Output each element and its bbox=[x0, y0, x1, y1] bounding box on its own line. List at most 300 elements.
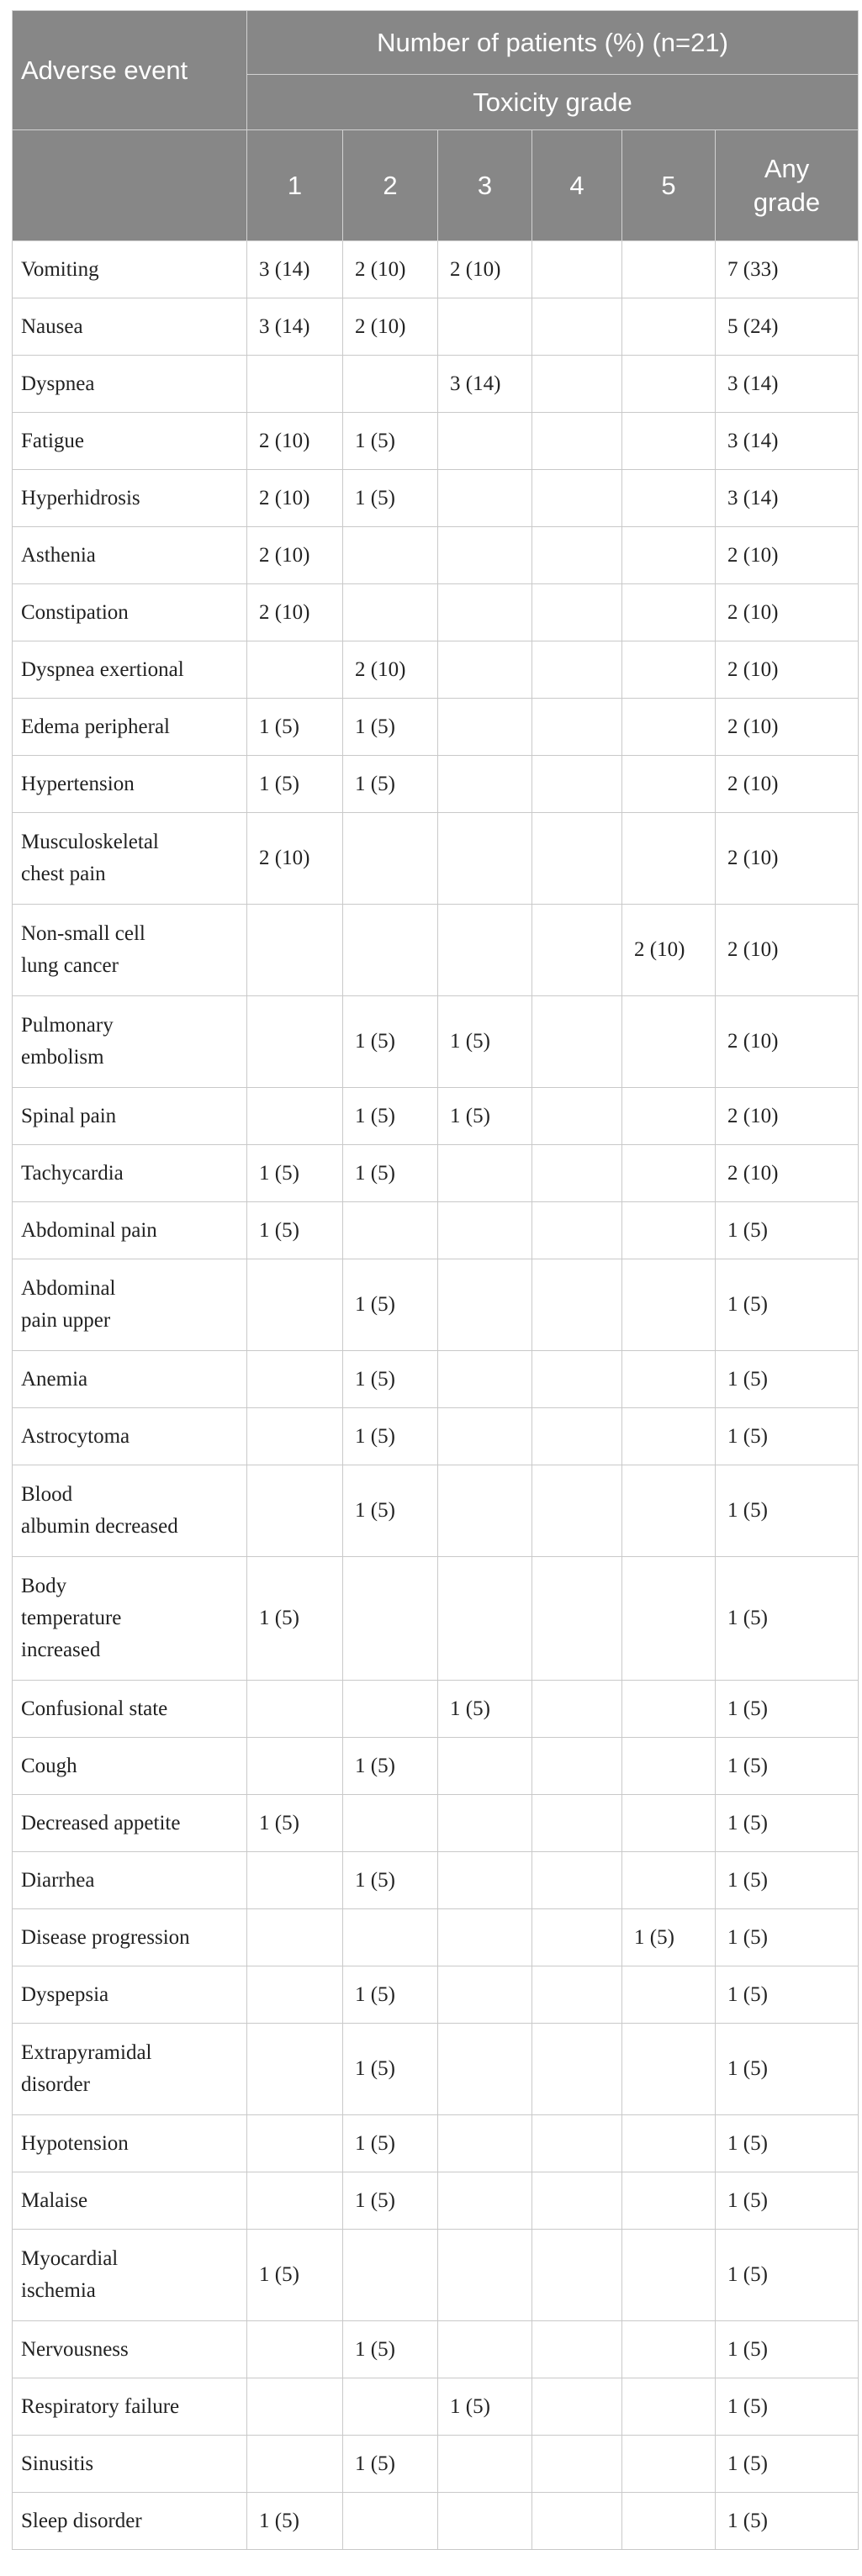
grade-1-cell: 2 (10) bbox=[247, 527, 343, 584]
grade-5-cell bbox=[622, 1351, 716, 1408]
grade-1-header: 1 bbox=[247, 130, 343, 241]
grade-2-cell bbox=[343, 1795, 438, 1852]
adverse-event-name bbox=[13, 1852, 247, 1909]
table-row bbox=[13, 1681, 859, 1738]
grade-4-cell bbox=[532, 2115, 622, 2172]
grade-5-cell bbox=[622, 1681, 716, 1738]
grade-4-cell bbox=[532, 1738, 622, 1795]
table-row bbox=[13, 584, 859, 641]
grade-4-cell bbox=[532, 905, 622, 996]
grade-2-cell: 1 (5) bbox=[343, 1408, 438, 1465]
adverse-event-name-line: Dyspnea exertional bbox=[21, 657, 184, 681]
table-row bbox=[13, 356, 859, 413]
grade-3-cell bbox=[438, 1351, 532, 1408]
grade-1-cell bbox=[247, 1738, 343, 1795]
grade-5-cell bbox=[622, 241, 716, 298]
grade-2-cell: 1 (5) bbox=[343, 2321, 438, 2378]
grade-4-cell bbox=[532, 527, 622, 584]
grade-1-cell bbox=[247, 1088, 343, 1145]
grade-2-cell: 1 (5) bbox=[343, 1351, 438, 1408]
grade-3-cell bbox=[438, 756, 532, 813]
adverse-event-name-line: Sinusitis bbox=[21, 2452, 94, 2475]
grade-4-cell bbox=[532, 996, 622, 1088]
grade-1-cell: 3 (14) bbox=[247, 241, 343, 298]
grade-3-cell bbox=[438, 527, 532, 584]
grade-5-cell bbox=[622, 1088, 716, 1145]
grade-4-cell bbox=[532, 1408, 622, 1465]
grade-5-cell bbox=[622, 2321, 716, 2378]
grade-3-cell bbox=[438, 1795, 532, 1852]
grade-3-cell bbox=[438, 2115, 532, 2172]
adverse-event-header: Adverse event bbox=[13, 11, 247, 130]
header-row-1 bbox=[13, 11, 859, 75]
grade-1-cell bbox=[247, 2436, 343, 2493]
grade-3-cell bbox=[438, 1202, 532, 1259]
grade-4-cell bbox=[532, 2436, 622, 2493]
grade-2-cell bbox=[343, 905, 438, 996]
grade-5-cell bbox=[622, 699, 716, 756]
any-grade-cell: 1 (5) bbox=[716, 1966, 859, 2024]
adverse-event-name-line: Anemia bbox=[21, 1367, 88, 1391]
grade-3-cell: 1 (5) bbox=[438, 2378, 532, 2436]
grade-5-cell bbox=[622, 756, 716, 813]
grade-5-cell: 2 (10) bbox=[622, 905, 716, 996]
adverse-event-name-line: Dyspnea bbox=[21, 372, 95, 395]
adverse-event-name bbox=[13, 1795, 247, 1852]
any-grade-cell: 3 (14) bbox=[716, 356, 859, 413]
any-grade-cell: 1 (5) bbox=[716, 1351, 859, 1408]
table-row bbox=[13, 413, 859, 470]
table-row bbox=[13, 905, 859, 996]
grade-2-cell bbox=[343, 527, 438, 584]
grade-1-cell: 1 (5) bbox=[247, 1557, 343, 1681]
adverse-event-name-line: Decreased appetite bbox=[21, 1811, 181, 1834]
header-spacer bbox=[13, 130, 247, 241]
grade-1-cell bbox=[247, 1408, 343, 1465]
adverse-event-name-line: Myocardial bbox=[21, 2247, 119, 2270]
any-grade-cell: 2 (10) bbox=[716, 1088, 859, 1145]
adverse-event-name bbox=[13, 356, 247, 413]
grade-4-cell bbox=[532, 1202, 622, 1259]
grade-3-cell bbox=[438, 1408, 532, 1465]
adverse-event-name-line: Edema peripheral bbox=[21, 715, 170, 738]
any-grade-cell: 1 (5) bbox=[716, 1202, 859, 1259]
adverse-event-name-line: Constipation bbox=[21, 600, 129, 624]
grade-5-cell: 1 (5) bbox=[622, 1909, 716, 1966]
grade-5-cell bbox=[622, 1202, 716, 1259]
grade-5-cell bbox=[622, 1259, 716, 1351]
adverse-event-name bbox=[13, 641, 247, 699]
grade-3-cell bbox=[438, 2493, 532, 2550]
grade-3-cell bbox=[438, 1852, 532, 1909]
any-grade-header-line: Any bbox=[764, 153, 810, 183]
grade-2-cell bbox=[343, 2493, 438, 2550]
adverse-event-name bbox=[13, 2230, 247, 2321]
table-row bbox=[13, 1259, 859, 1351]
grade-2-cell: 1 (5) bbox=[343, 2024, 438, 2115]
grade-1-cell bbox=[247, 1909, 343, 1966]
grade-3-cell bbox=[438, 298, 532, 356]
table-row bbox=[13, 1852, 859, 1909]
table-row bbox=[13, 527, 859, 584]
grade-1-cell: 1 (5) bbox=[247, 1795, 343, 1852]
any-grade-cell: 7 (33) bbox=[716, 241, 859, 298]
grade-5-cell bbox=[622, 641, 716, 699]
grade-4-cell bbox=[532, 356, 622, 413]
grade-4-cell bbox=[532, 584, 622, 641]
grade-5-cell bbox=[622, 584, 716, 641]
adverse-event-name-line: Hyperhidrosis bbox=[21, 486, 140, 509]
any-grade-cell: 1 (5) bbox=[716, 1795, 859, 1852]
any-grade-cell: 1 (5) bbox=[716, 1557, 859, 1681]
grade-2-cell: 1 (5) bbox=[343, 1852, 438, 1909]
table-row bbox=[13, 1351, 859, 1408]
adverse-event-name-line: Diarrhea bbox=[21, 1868, 95, 1892]
adverse-event-name-line: Musculoskeletal bbox=[21, 831, 159, 853]
grade-1-cell: 1 (5) bbox=[247, 1202, 343, 1259]
adverse-event-name-line: Extrapyramidal bbox=[21, 2041, 152, 2064]
any-grade-cell: 2 (10) bbox=[716, 527, 859, 584]
adverse-event-name-line: Nausea bbox=[21, 314, 83, 338]
adverse-event-name-line: Tachycardia bbox=[21, 1161, 124, 1185]
any-grade-cell: 1 (5) bbox=[716, 2378, 859, 2436]
adverse-event-name-line: Body bbox=[21, 1575, 67, 1597]
adverse-event-name bbox=[13, 1909, 247, 1966]
any-grade-cell: 1 (5) bbox=[716, 2172, 859, 2230]
grade-5-cell bbox=[622, 527, 716, 584]
grade-1-cell: 1 (5) bbox=[247, 1145, 343, 1202]
adverse-event-name bbox=[13, 584, 247, 641]
grade-2-cell: 2 (10) bbox=[343, 641, 438, 699]
grade-1-cell bbox=[247, 2115, 343, 2172]
adverse-event-name-line: embolism bbox=[21, 1046, 104, 1069]
grade-4-cell bbox=[532, 1351, 622, 1408]
grade-1-cell: 2 (10) bbox=[247, 413, 343, 470]
grade-4-cell bbox=[532, 1259, 622, 1351]
any-grade-cell: 3 (14) bbox=[716, 470, 859, 527]
grade-4-cell bbox=[532, 641, 622, 699]
grade-3-cell bbox=[438, 470, 532, 527]
grade-5-header: 5 bbox=[622, 130, 716, 241]
table-row bbox=[13, 2172, 859, 2230]
grade-4-cell bbox=[532, 241, 622, 298]
table-row bbox=[13, 1145, 859, 1202]
grade-1-cell bbox=[247, 2024, 343, 2115]
adverse-event-name bbox=[13, 298, 247, 356]
adverse-event-name-line: Astrocytoma bbox=[21, 1424, 130, 1448]
adverse-event-name-line: albumin decreased bbox=[21, 1515, 178, 1538]
table-row bbox=[13, 298, 859, 356]
grade-3-cell bbox=[438, 1738, 532, 1795]
adverse-event-name-line: Respiratory failure bbox=[21, 2394, 180, 2418]
adverse-event-name-line: Fatigue bbox=[21, 429, 84, 452]
grade-4-cell bbox=[532, 699, 622, 756]
grade-3-cell: 1 (5) bbox=[438, 1681, 532, 1738]
grade-1-cell: 1 (5) bbox=[247, 2230, 343, 2321]
any-grade-cell: 5 (24) bbox=[716, 298, 859, 356]
grade-2-cell: 1 (5) bbox=[343, 756, 438, 813]
any-grade-cell: 1 (5) bbox=[716, 2024, 859, 2115]
grade-3-cell bbox=[438, 1909, 532, 1966]
grade-2-cell: 1 (5) bbox=[343, 1465, 438, 1557]
grade-3-cell bbox=[438, 1557, 532, 1681]
grade-4-cell bbox=[532, 2230, 622, 2321]
adverse-event-name-line: Pulmonary bbox=[21, 1014, 114, 1037]
grade-4-cell bbox=[532, 2493, 622, 2550]
any-grade-header bbox=[716, 130, 859, 241]
adverse-event-name bbox=[13, 996, 247, 1088]
grade-5-cell bbox=[622, 1852, 716, 1909]
any-grade-cell: 1 (5) bbox=[716, 1681, 859, 1738]
table-row bbox=[13, 1738, 859, 1795]
adverse-event-name-line: Vomiting bbox=[21, 257, 99, 281]
any-grade-cell: 2 (10) bbox=[716, 905, 859, 996]
grade-4-cell bbox=[532, 2172, 622, 2230]
any-grade-cell: 2 (10) bbox=[716, 813, 859, 905]
any-grade-cell: 1 (5) bbox=[716, 2493, 859, 2550]
adverse-event-name-line: Disease progression bbox=[21, 1925, 190, 1949]
grade-5-cell bbox=[622, 1966, 716, 2024]
table-row bbox=[13, 1557, 859, 1681]
grade-5-cell bbox=[622, 1738, 716, 1795]
grade-3-cell bbox=[438, 641, 532, 699]
grade-3-cell bbox=[438, 1145, 532, 1202]
any-grade-cell: 2 (10) bbox=[716, 641, 859, 699]
adverse-event-name bbox=[13, 2378, 247, 2436]
table-row bbox=[13, 2436, 859, 2493]
grade-4-cell bbox=[532, 1465, 622, 1557]
grade-5-cell bbox=[622, 996, 716, 1088]
any-grade-cell: 2 (10) bbox=[716, 584, 859, 641]
grade-4-cell bbox=[532, 413, 622, 470]
any-grade-cell: 1 (5) bbox=[716, 1408, 859, 1465]
grade-1-cell: 1 (5) bbox=[247, 699, 343, 756]
grade-1-cell bbox=[247, 1351, 343, 1408]
grade-3-cell bbox=[438, 584, 532, 641]
grade-3-cell bbox=[438, 699, 532, 756]
grade-4-cell bbox=[532, 1852, 622, 1909]
adverse-events-table bbox=[12, 10, 859, 2550]
adverse-event-name bbox=[13, 756, 247, 813]
grade-2-cell bbox=[343, 1202, 438, 1259]
adverse-event-name-line: Blood bbox=[21, 1483, 73, 1506]
grade-1-cell bbox=[247, 1465, 343, 1557]
grade-5-cell bbox=[622, 1795, 716, 1852]
grade-3-cell bbox=[438, 2230, 532, 2321]
grade-5-cell bbox=[622, 2378, 716, 2436]
grade-5-cell bbox=[622, 1408, 716, 1465]
grade-5-cell bbox=[622, 2436, 716, 2493]
table-row bbox=[13, 813, 859, 905]
table-row bbox=[13, 1795, 859, 1852]
grade-3-cell: 3 (14) bbox=[438, 356, 532, 413]
adverse-event-name bbox=[13, 470, 247, 527]
adverse-event-name bbox=[13, 2493, 247, 2550]
adverse-event-name bbox=[13, 1259, 247, 1351]
grade-4-cell bbox=[532, 1909, 622, 1966]
grade-3-cell bbox=[438, 2024, 532, 2115]
any-grade-header-line: grade bbox=[753, 187, 821, 217]
grade-3-cell bbox=[438, 1465, 532, 1557]
table-row bbox=[13, 756, 859, 813]
grade-1-cell: 1 (5) bbox=[247, 2493, 343, 2550]
grade-2-cell: 1 (5) bbox=[343, 1966, 438, 2024]
grade-2-cell: 1 (5) bbox=[343, 1088, 438, 1145]
table-header bbox=[13, 11, 859, 241]
grade-2-cell: 1 (5) bbox=[343, 2172, 438, 2230]
grade-1-cell bbox=[247, 996, 343, 1088]
grade-1-cell bbox=[247, 2378, 343, 2436]
grade-1-cell: 2 (10) bbox=[247, 470, 343, 527]
adverse-event-name bbox=[13, 905, 247, 996]
grade-4-cell bbox=[532, 2321, 622, 2378]
grade-2-cell bbox=[343, 356, 438, 413]
grade-4-cell bbox=[532, 1557, 622, 1681]
adverse-event-name bbox=[13, 1966, 247, 2024]
grade-4-cell bbox=[532, 470, 622, 527]
grade-4-cell bbox=[532, 813, 622, 905]
adverse-event-name-line: Hypotension bbox=[21, 2131, 129, 2155]
grade-2-cell: 1 (5) bbox=[343, 1145, 438, 1202]
grade-3-cell bbox=[438, 1966, 532, 2024]
grade-3-header: 3 bbox=[438, 130, 532, 241]
adverse-event-name bbox=[13, 2115, 247, 2172]
adverse-event-name bbox=[13, 1088, 247, 1145]
table-row bbox=[13, 1966, 859, 2024]
grade-3-cell bbox=[438, 2172, 532, 2230]
table-row bbox=[13, 2230, 859, 2321]
table-row bbox=[13, 1088, 859, 1145]
grade-1-cell: 1 (5) bbox=[247, 756, 343, 813]
header-row-3 bbox=[13, 130, 859, 241]
any-grade-cell: 1 (5) bbox=[716, 2321, 859, 2378]
grade-3-cell: 2 (10) bbox=[438, 241, 532, 298]
grade-5-cell bbox=[622, 356, 716, 413]
any-grade-cell: 1 (5) bbox=[716, 1852, 859, 1909]
grade-4-cell bbox=[532, 2024, 622, 2115]
table-row bbox=[13, 2493, 859, 2550]
grade-5-cell bbox=[622, 813, 716, 905]
adverse-event-name bbox=[13, 2024, 247, 2115]
table-row bbox=[13, 641, 859, 699]
grade-1-cell: 2 (10) bbox=[247, 584, 343, 641]
grade-5-cell bbox=[622, 413, 716, 470]
grade-4-cell bbox=[532, 1145, 622, 1202]
grade-2-cell: 2 (10) bbox=[343, 241, 438, 298]
any-grade-cell: 2 (10) bbox=[716, 1145, 859, 1202]
grade-2-cell: 1 (5) bbox=[343, 699, 438, 756]
toxicity-grade-header: Toxicity grade bbox=[247, 75, 859, 130]
any-grade-cell: 1 (5) bbox=[716, 1909, 859, 1966]
grade-5-cell bbox=[622, 2172, 716, 2230]
adverse-event-name-line: disorder bbox=[21, 2073, 90, 2096]
adverse-event-name-line: Confusional state bbox=[21, 1697, 168, 1720]
grade-2-cell bbox=[343, 584, 438, 641]
grade-2-header: 2 bbox=[343, 130, 438, 241]
any-grade-cell: 1 (5) bbox=[716, 1738, 859, 1795]
any-grade-cell: 1 (5) bbox=[716, 1465, 859, 1557]
adverse-event-name bbox=[13, 1145, 247, 1202]
grade-2-cell bbox=[343, 1909, 438, 1966]
grade-3-cell bbox=[438, 813, 532, 905]
grade-2-cell bbox=[343, 1681, 438, 1738]
grade-4-cell bbox=[532, 756, 622, 813]
any-grade-cell: 1 (5) bbox=[716, 2230, 859, 2321]
any-grade-cell: 2 (10) bbox=[716, 756, 859, 813]
grade-5-cell bbox=[622, 1557, 716, 1681]
grade-1-cell bbox=[247, 1852, 343, 1909]
grade-2-cell: 1 (5) bbox=[343, 2115, 438, 2172]
adverse-event-name-line: Dyspepsia bbox=[21, 1982, 109, 2006]
adverse-event-name-line: Spinal pain bbox=[21, 1104, 117, 1127]
grade-4-cell bbox=[532, 1795, 622, 1852]
adverse-event-name-line: Cough bbox=[21, 1754, 77, 1777]
any-grade-cell: 3 (14) bbox=[716, 413, 859, 470]
table-row bbox=[13, 1202, 859, 1259]
adverse-event-name-line: temperature bbox=[21, 1607, 122, 1629]
grade-5-cell bbox=[622, 298, 716, 356]
table-row bbox=[13, 2024, 859, 2115]
grade-4-header: 4 bbox=[532, 130, 622, 241]
grade-2-cell bbox=[343, 1557, 438, 1681]
adverse-event-name-line: Nervousness bbox=[21, 2337, 129, 2361]
grade-3-cell: 1 (5) bbox=[438, 1088, 532, 1145]
adverse-event-name bbox=[13, 1681, 247, 1738]
adverse-event-name-line: Asthenia bbox=[21, 543, 96, 567]
grade-1-cell bbox=[247, 1966, 343, 2024]
adverse-event-name bbox=[13, 413, 247, 470]
adverse-event-name bbox=[13, 1351, 247, 1408]
grade-2-cell: 1 (5) bbox=[343, 2436, 438, 2493]
adverse-event-name-line: Abdominal pain bbox=[21, 1218, 157, 1242]
grade-1-cell bbox=[247, 1259, 343, 1351]
grade-4-cell bbox=[532, 1966, 622, 2024]
grade-5-cell bbox=[622, 470, 716, 527]
adverse-event-name bbox=[13, 699, 247, 756]
adverse-event-name-line: pain upper bbox=[21, 1309, 111, 1332]
adverse-event-name bbox=[13, 1557, 247, 1681]
grade-5-cell bbox=[622, 2024, 716, 2115]
adverse-event-name-line: lung cancer bbox=[21, 954, 119, 977]
grade-2-cell: 2 (10) bbox=[343, 298, 438, 356]
adverse-event-name bbox=[13, 2172, 247, 2230]
table-row bbox=[13, 1408, 859, 1465]
adverse-event-name bbox=[13, 2321, 247, 2378]
adverse-event-name-line: Hypertension bbox=[21, 772, 135, 795]
table-row bbox=[13, 241, 859, 298]
grade-4-cell bbox=[532, 2378, 622, 2436]
table-row bbox=[13, 2115, 859, 2172]
table-row bbox=[13, 699, 859, 756]
grade-4-cell bbox=[532, 298, 622, 356]
table-row bbox=[13, 470, 859, 527]
grade-5-cell bbox=[622, 2115, 716, 2172]
adverse-event-name bbox=[13, 1738, 247, 1795]
adverse-event-name-line: chest pain bbox=[21, 863, 106, 885]
grade-1-cell bbox=[247, 641, 343, 699]
any-grade-cell: 2 (10) bbox=[716, 699, 859, 756]
adverse-event-name bbox=[13, 1408, 247, 1465]
adverse-event-name bbox=[13, 241, 247, 298]
grade-1-cell bbox=[247, 2321, 343, 2378]
grade-2-cell: 1 (5) bbox=[343, 413, 438, 470]
grade-2-cell bbox=[343, 2378, 438, 2436]
adverse-event-name bbox=[13, 813, 247, 905]
grade-4-cell bbox=[532, 1681, 622, 1738]
any-grade-cell: 1 (5) bbox=[716, 2115, 859, 2172]
any-grade-cell: 1 (5) bbox=[716, 2436, 859, 2493]
grade-5-cell bbox=[622, 1145, 716, 1202]
